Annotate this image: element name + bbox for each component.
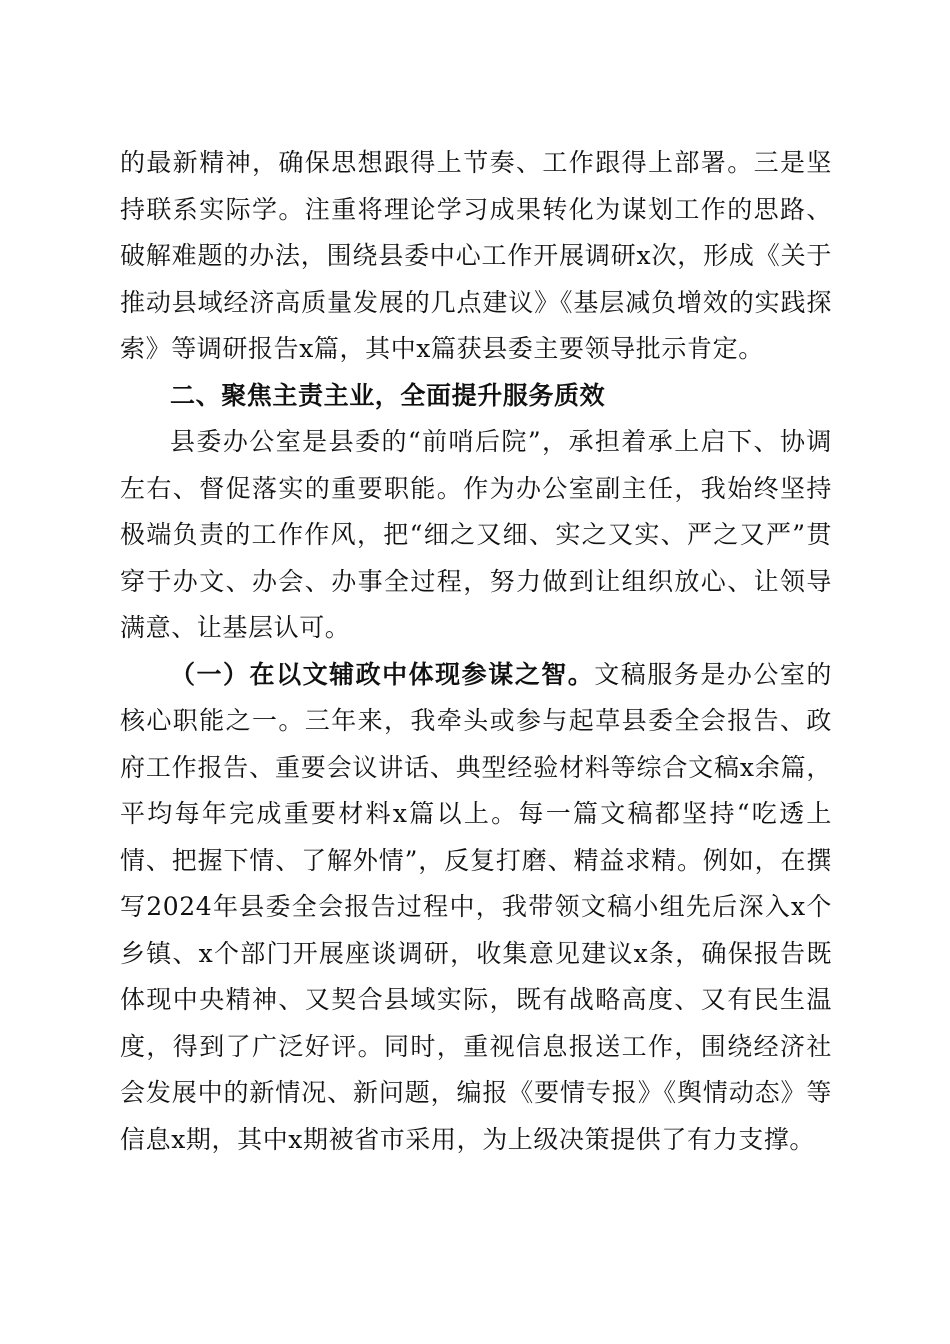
subsection-heading: （一）在以文辅政中体现参谋之智。 [170,659,595,689]
section-heading: 二、聚焦主责主业，全面提升服务质效 [170,380,606,410]
paragraph-subsection [120,652,832,1164]
paragraph-continued: 的最新精神，确保思想跟得上节奏、工作跟得上部署。三是坚持联系实际学。注重将理论学习成果转化为谋划工作的思路、破解难题的办法，围绕县委中心工作开展调研x次，形成《关于推动县域经济高质量发展的几点建议》《基层减负增效的实践探索》等调研报告x篇，其中x篇获县委主要领导批示肯定。 [120,148,832,363]
document-body [120,140,832,1163]
paragraph-intro: 县委办公室是县委的“前哨后院”，承担着承上启下、协调左右、督促落实的重要职能。作为办公室副主任，我始终坚持极端负责的工作作风，把“细之又细、实之又实、严之又严”贯穿于办文、办会、办事全过程，努力做到让组织放心、让领导满意、让基层认可。 [120,427,832,642]
subsection-body: 文稿服务是办公室的核心职能之一。三年来，我牵头或参与起草县委全会报告、政府工作报告、重要会议讲话、典型经验材料等综合文稿x余篇，平均每年完成重要材料x篇以上。每一篇文稿都坚持“吃透上情、把握下情、了解外情”，反复打磨、精益求精。例如，在撰写2024年县委全会报告过程中，我带领文稿小组先后深入x个乡镇、x个部门开展座谈调研，收集意见建议x条，确保报告既体现中央精神、又契合县域实际，既有战略高度、又有民生温度，得到了广泛好评。同时，重视信息报送工作，围绕经济社会发展中的新情况、新问题，编报《要情专报》《舆情动态》等信息x期，其中x期被省市采用，为上级决策提供了有力支撑。 [120,659,832,1154]
